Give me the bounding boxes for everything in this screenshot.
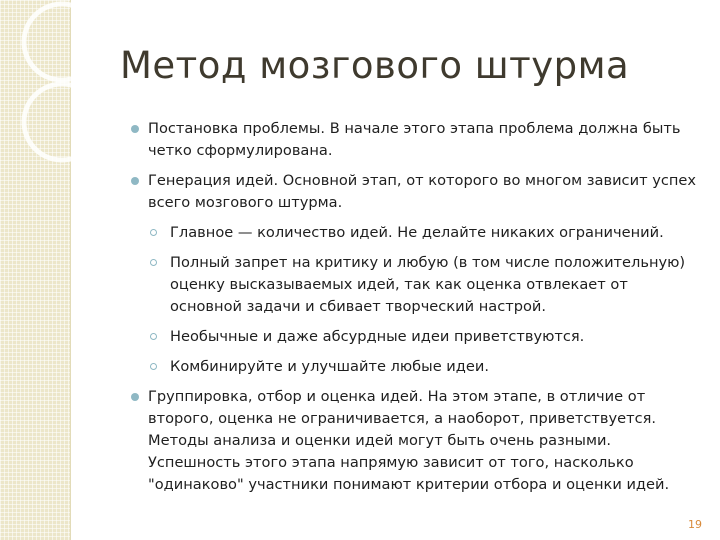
list-item: [128, 170, 703, 214]
list-item: [128, 356, 703, 378]
list-item: [128, 222, 703, 244]
sub-bullet-text: Необычные и даже абсурдные идеи приветствуются.: [170, 328, 585, 345]
sub-bullet-icon: [150, 363, 157, 370]
bullet-icon: [131, 177, 139, 185]
sub-bullet-icon: [150, 333, 157, 340]
list-item: [128, 386, 703, 496]
sub-bullet-icon: [150, 259, 157, 266]
sub-bullet-text: Полный запрет на критику и любую (в том числе положительную) оценку высказываемых идей, так как оценка отвлекает от основной задачи и сбивает творческий настрой.: [170, 254, 686, 315]
sub-bullet-text: Комбинируйте и улучшайте любые идеи.: [170, 358, 489, 375]
bullet-icon: [131, 393, 139, 401]
page-number: 19: [688, 518, 702, 531]
slide-title: Метод мозгового штурма: [120, 44, 630, 87]
bullet-list: [128, 118, 703, 504]
sub-bullet-text: Главное — количество идей. Не делайте никаких ограничений.: [170, 224, 664, 241]
list-item: [128, 118, 703, 162]
list-item: [128, 326, 703, 348]
list-item: [128, 252, 703, 318]
decorative-circles: [0, 0, 130, 170]
bullet-text: Генерация идей. Основной этап, от которого во многом зависит успех всего мозгового штурма.: [148, 172, 697, 211]
bullet-text: Группировка, отбор и оценка идей. На этом этапе, в отличие от второго, оценка не ограничивается, а наоборот, приветствуется. Методы анализа и оценки идей могут быть очень разными. Успешность этого этапа напрямую зависит от того, насколько "одинаково" участники понимают критерии отбора и оценки идей.: [148, 388, 670, 493]
bullet-icon: [131, 125, 139, 133]
bullet-text: Постановка проблемы. В начале этого этапа проблема должна быть четко сформулирована.: [148, 120, 681, 159]
sub-bullet-icon: [150, 229, 157, 236]
